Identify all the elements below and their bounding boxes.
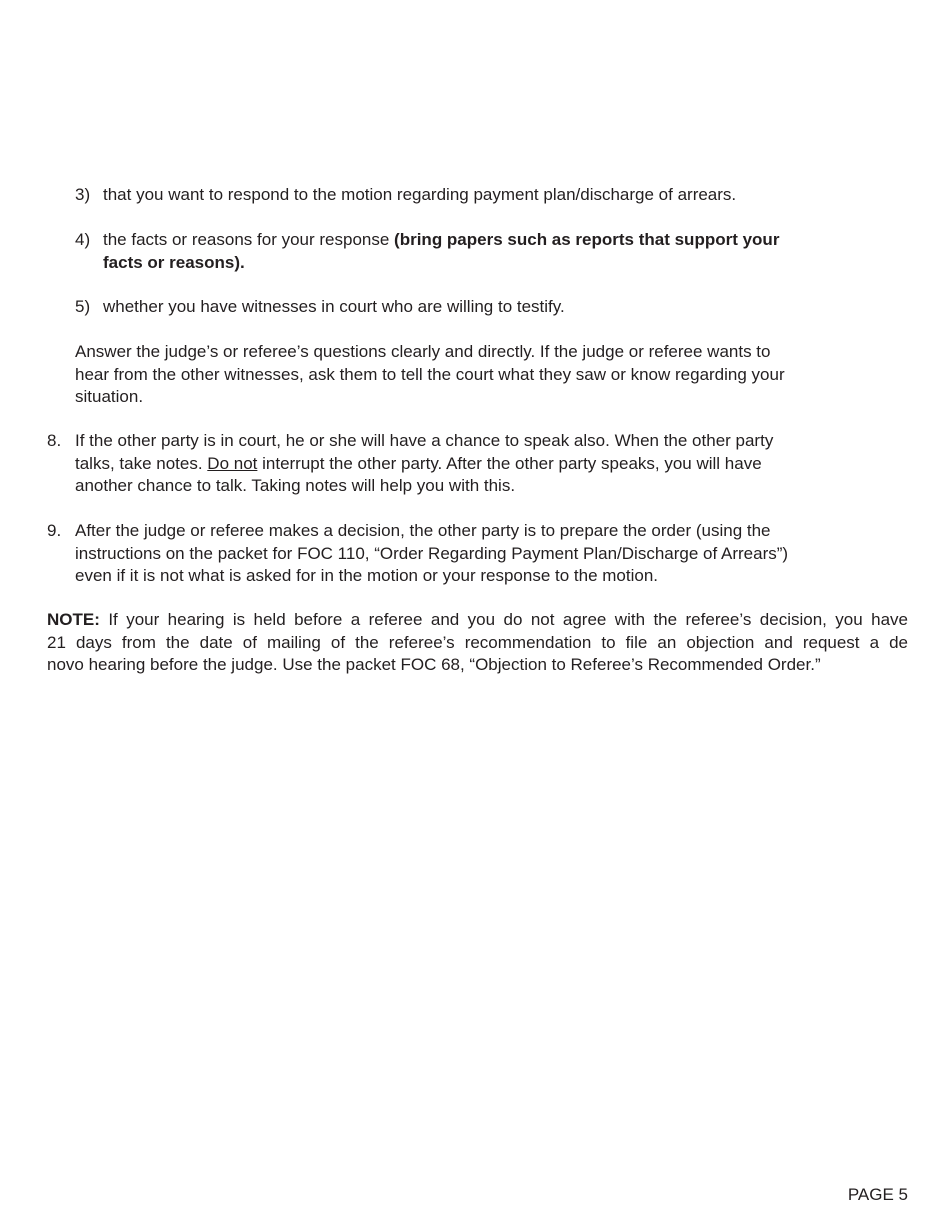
item-line: even if it is not what is asked for in the motion or your response to the motion. (75, 566, 659, 585)
answer-paragraph (75, 341, 875, 409)
sub-item-marker: 5) (75, 297, 91, 316)
sub-item-text-bold: (bring papers such as reports that support your (394, 230, 780, 249)
sub-item-text (103, 229, 875, 274)
list-item-8 (47, 430, 877, 498)
sub-list-item-4 (75, 229, 875, 274)
answer-line: hear from the other witnesses, ask them to tell the court what they saw or know regarding your (75, 364, 785, 384)
answer-line: Answer the judge’s or referee’s questions clearly and directly. If the judge or referee wants to (75, 342, 771, 361)
sub-list-item-3 (75, 184, 875, 207)
sub-item-text: whether you have witnesses in court who are willing to testify. (103, 297, 565, 316)
item-line: interrupt the other party. After the other party speaks, you will have (257, 453, 762, 473)
item-text (75, 430, 877, 498)
sub-item-text: that you want to respond to the motion regarding payment plan/discharge of arrears. (103, 185, 737, 204)
item-line: another chance to talk. Taking notes will help you with this. (75, 476, 516, 495)
page-number: PAGE 5 (847, 1185, 908, 1204)
note-text: If your hearing is held before a referee and you do not agree with the referee’s decision, you have (99, 610, 908, 629)
note-line: 21 days from the date of mailing of the referee’s recommendation to file an objection and request a de (47, 632, 908, 652)
item-line: After the judge or referee makes a decision, the other party is to prepare the order (using the (75, 521, 771, 540)
sub-item-marker: 4) (75, 230, 91, 249)
item-text (75, 520, 877, 588)
note-line (47, 609, 908, 632)
item-marker: 8. (47, 431, 62, 450)
note-line: novo hearing before the judge. Use the packet FOC 68, “Objection to Referee’s Recommended Order.” (47, 655, 821, 674)
item-line: talks, take notes. (75, 453, 208, 473)
underlined-emphasis: Do not (207, 453, 258, 473)
sub-item-marker: 3) (75, 185, 91, 204)
sub-list-item-5 (75, 296, 875, 319)
item-line: If the other party is in court, he or she will have a chance to speak also. When the other party (75, 431, 774, 450)
list-item-9 (47, 520, 877, 588)
item-line: instructions on the packet for FOC 110, “Order Regarding Payment Plan/Discharge of Arrears”) (75, 543, 789, 563)
sub-item-text-bold-continued: facts or reasons). (103, 252, 245, 272)
note-paragraph (47, 609, 908, 677)
sub-item-text-plain: the facts or reasons for your response (103, 230, 395, 249)
item-marker: 9. (47, 521, 62, 540)
note-label: NOTE: (47, 610, 100, 629)
answer-line: situation. (75, 387, 144, 406)
